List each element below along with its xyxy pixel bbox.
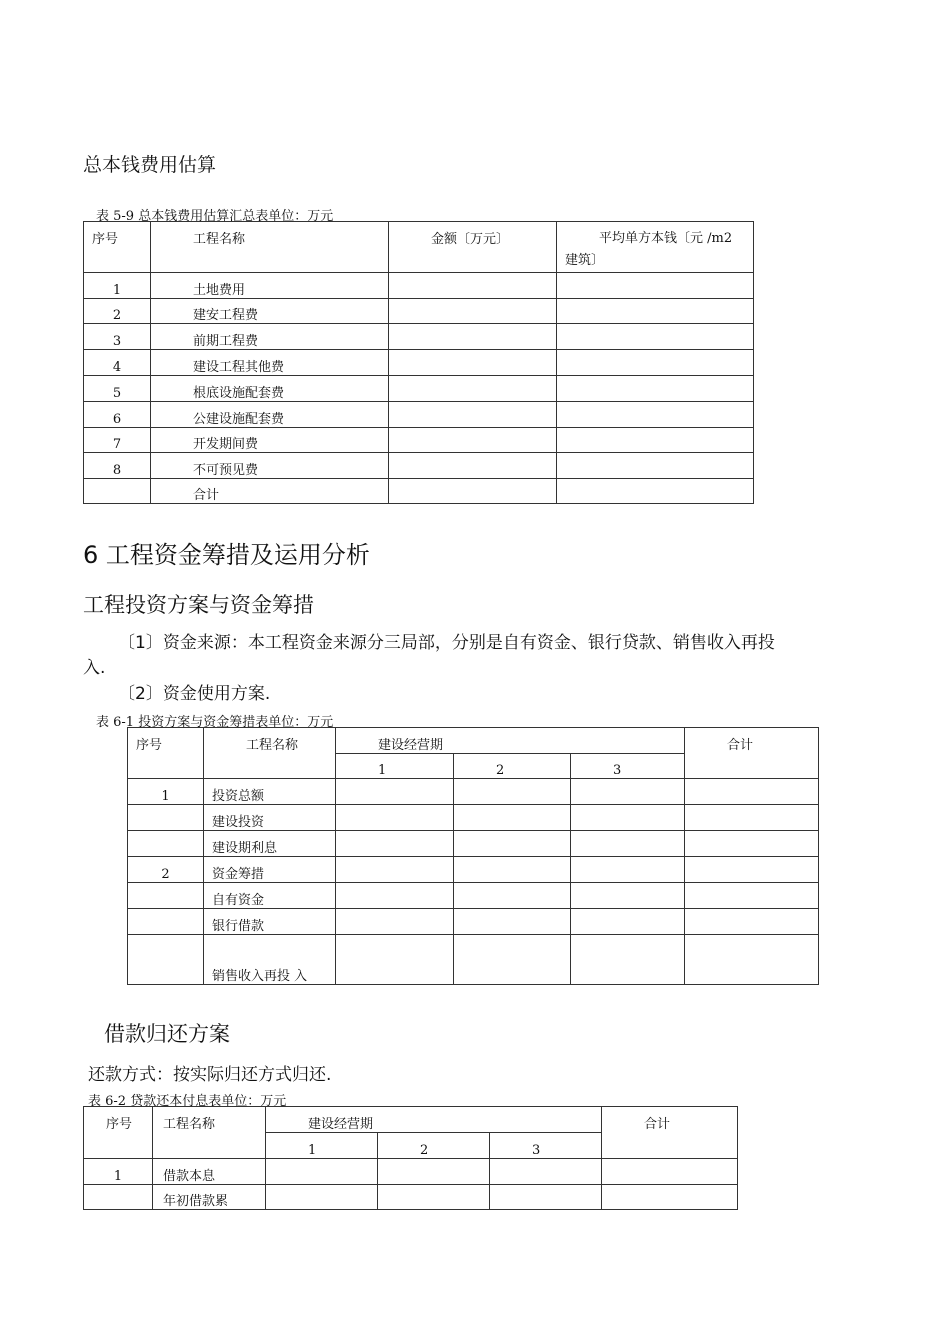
row-amount bbox=[389, 299, 557, 324]
row-amount bbox=[389, 428, 557, 453]
table-row bbox=[84, 273, 754, 299]
row-no bbox=[128, 909, 204, 935]
row-no bbox=[128, 831, 204, 857]
row-no: 1 bbox=[128, 779, 204, 805]
table-row bbox=[128, 805, 819, 831]
row-no bbox=[128, 805, 204, 831]
row-no: 5 bbox=[84, 376, 151, 402]
row-name: 借款本息 bbox=[153, 1159, 266, 1185]
row-no: 1 bbox=[84, 273, 151, 299]
row-no: 4 bbox=[84, 350, 151, 376]
row-no: 8 bbox=[84, 453, 151, 479]
header-no: 序号 bbox=[84, 1107, 153, 1159]
row-unit-cost bbox=[557, 479, 754, 504]
paragraph-fund-source-line1: 〔1〕资金来源：本工程资金来源分三局部，分别是自有资金、银行贷款、销售收入再投 bbox=[118, 633, 775, 653]
table-row bbox=[84, 376, 754, 402]
subheading-investment-plan: 工程投资方案与资金筹措 bbox=[83, 593, 314, 617]
table-row bbox=[84, 299, 754, 324]
row-name: 自有资金 bbox=[204, 883, 336, 909]
header-total: 合计 bbox=[602, 1107, 738, 1159]
header-no: 序号 bbox=[128, 728, 204, 779]
row-unit-cost bbox=[557, 402, 754, 428]
row-amount bbox=[389, 350, 557, 376]
header-period: 建设经营期 bbox=[336, 728, 685, 754]
row-amount bbox=[389, 324, 557, 350]
row-name: 不可预见费 bbox=[151, 453, 389, 479]
table-row bbox=[84, 1185, 738, 1210]
row-unit-cost bbox=[557, 350, 754, 376]
row-name: 合计 bbox=[151, 479, 389, 504]
table-5-9-caption: 表 5-9 总本钱费用估算汇总表单位：万元 bbox=[96, 209, 334, 224]
row-no: 1 bbox=[84, 1159, 153, 1185]
subheading-repayment-plan: 借款归还方案 bbox=[104, 1022, 230, 1046]
row-name: 建安工程费 bbox=[151, 299, 389, 324]
table-6-1-caption: 表 6-1 投资方案与资金筹措表单位：万元 bbox=[96, 715, 334, 730]
table-header-row bbox=[84, 222, 754, 273]
row-no: 2 bbox=[128, 857, 204, 883]
header-no: 序号 bbox=[84, 222, 151, 273]
table-6-2-caption: 表 6-2 贷款还本付息表单位：万元 bbox=[88, 1094, 287, 1109]
header-name: 工程名称 bbox=[153, 1107, 266, 1159]
header-year-1: 1 bbox=[336, 754, 454, 779]
row-name: 建设期利息 bbox=[204, 831, 336, 857]
header-unit-cost-line1: 平均单方本钱〔元 /m2 bbox=[599, 231, 733, 246]
table-row bbox=[128, 935, 819, 985]
row-name: 银行借款 bbox=[204, 909, 336, 935]
paragraph-fund-usage: 〔2〕资金使用方案. bbox=[118, 684, 271, 704]
paragraph-repayment-method: 还款方式：按实际归还方式归还. bbox=[88, 1065, 332, 1085]
row-no: 2 bbox=[84, 299, 151, 324]
row-no bbox=[84, 1185, 153, 1210]
table-row bbox=[84, 1159, 738, 1185]
header-amount: 金额〔万元〕 bbox=[389, 222, 557, 273]
section-heading-cost: 总本钱费用估算 bbox=[83, 154, 217, 176]
table-header-row bbox=[128, 728, 819, 754]
table-row bbox=[128, 779, 819, 805]
row-no bbox=[128, 935, 204, 985]
row-unit-cost bbox=[557, 299, 754, 324]
table-row bbox=[128, 831, 819, 857]
header-year-3: 3 bbox=[490, 1133, 602, 1159]
row-no: 7 bbox=[84, 428, 151, 453]
row-name: 前期工程费 bbox=[151, 324, 389, 350]
header-year-2: 2 bbox=[378, 1133, 490, 1159]
table-row bbox=[128, 909, 819, 935]
table-row bbox=[128, 857, 819, 883]
row-unit-cost bbox=[557, 376, 754, 402]
header-total: 合计 bbox=[685, 728, 819, 779]
row-name: 销售收入再投 入 bbox=[204, 935, 336, 985]
header-unit-cost bbox=[557, 222, 754, 273]
row-name: 公建设施配套费 bbox=[151, 402, 389, 428]
row-no: 3 bbox=[84, 324, 151, 350]
row-no bbox=[128, 883, 204, 909]
row-unit-cost bbox=[557, 324, 754, 350]
investment-plan-table bbox=[127, 727, 819, 985]
table-total-row bbox=[84, 479, 754, 504]
row-unit-cost bbox=[557, 273, 754, 299]
row-amount bbox=[389, 402, 557, 428]
row-amount bbox=[389, 453, 557, 479]
header-year-2: 2 bbox=[454, 754, 571, 779]
cost-summary-table bbox=[83, 221, 754, 504]
row-name: 土地费用 bbox=[151, 273, 389, 299]
row-unit-cost bbox=[557, 453, 754, 479]
table-row bbox=[84, 402, 754, 428]
row-name: 开发期间费 bbox=[151, 428, 389, 453]
row-amount bbox=[389, 479, 557, 504]
header-unit-cost-line2: 建筑〕 bbox=[565, 253, 605, 268]
row-name: 建设工程其他费 bbox=[151, 350, 389, 376]
row-amount bbox=[389, 376, 557, 402]
table-row bbox=[84, 324, 754, 350]
header-year-1: 1 bbox=[266, 1133, 378, 1159]
row-no: 6 bbox=[84, 402, 151, 428]
row-name: 年初借款累 bbox=[153, 1185, 266, 1210]
header-name: 工程名称 bbox=[204, 728, 336, 779]
row-name: 资金筹措 bbox=[204, 857, 336, 883]
row-no bbox=[84, 479, 151, 504]
row-name: 根底设施配套费 bbox=[151, 376, 389, 402]
row-name: 投资总额 bbox=[204, 779, 336, 805]
row-name: 建设投资 bbox=[204, 805, 336, 831]
header-name: 工程名称 bbox=[151, 222, 389, 273]
row-amount bbox=[389, 273, 557, 299]
header-year-3: 3 bbox=[571, 754, 685, 779]
row-unit-cost bbox=[557, 428, 754, 453]
loan-repayment-table bbox=[83, 1106, 738, 1210]
paragraph-fund-source-line2: 入. bbox=[83, 658, 106, 678]
table-row bbox=[84, 428, 754, 453]
table-header-row bbox=[84, 1107, 738, 1133]
table-row bbox=[84, 350, 754, 376]
section-heading-funding: 6 工程资金筹措及运用分析 bbox=[83, 541, 370, 569]
header-period: 建设经营期 bbox=[266, 1107, 602, 1133]
table-row bbox=[128, 883, 819, 909]
table-row bbox=[84, 453, 754, 479]
